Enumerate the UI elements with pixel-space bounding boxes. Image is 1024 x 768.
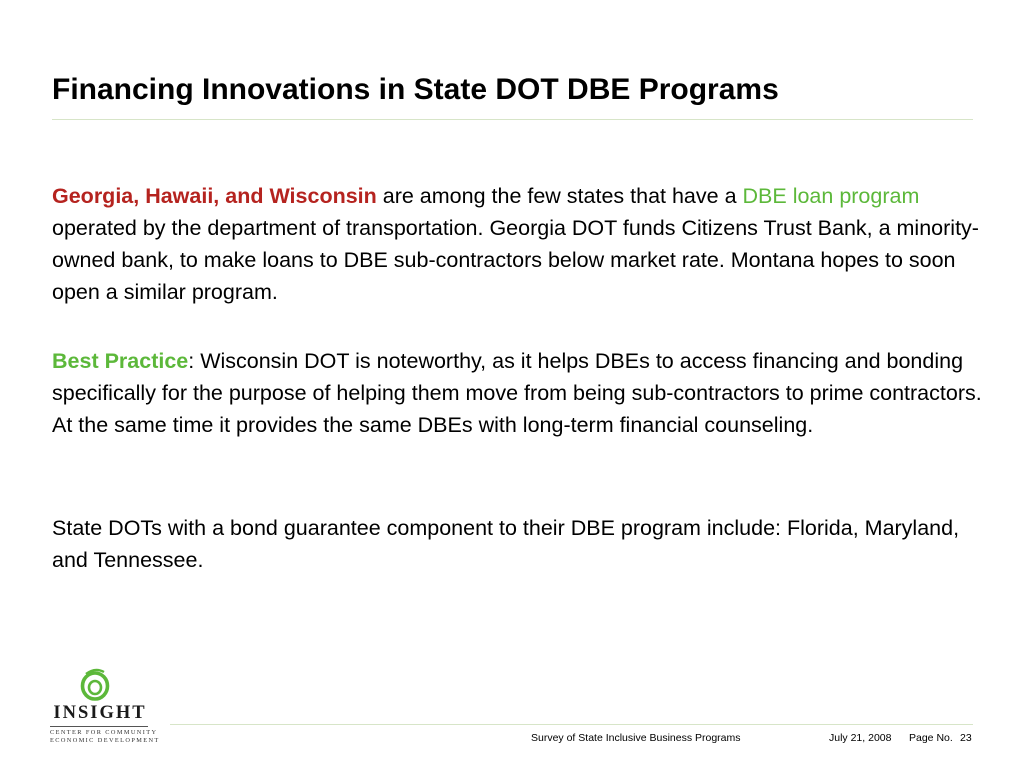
paragraph1-text-b: operated by the department of transportation. Georgia DOT funds Citizens Trust Bank, a minority-owned bank, to make loans to DBE sub-contractors below market rate. Montana hopes to soon open a similar program. <box>52 216 979 304</box>
paragraph2-text: : Wisconsin DOT is noteworthy, as it helps DBEs to access financing and bonding specifically for the purpose of helping them move from being sub-contractors to prime contractors. At the same time it provides the same DBEs with long-term financial counseling. <box>52 349 982 437</box>
footer-page-number: 23 <box>960 732 972 744</box>
slide-title: Financing Innovations in State DOT DBE Programs <box>52 73 779 106</box>
footer-page-label: Page No. <box>909 732 953 744</box>
logo-subtitle-line2: ECONOMIC DEVELOPMENT <box>50 737 160 744</box>
logo-wordmark: INSIGHT <box>53 703 147 723</box>
footer-date: July 21, 2008 <box>829 732 892 744</box>
spiral-o-icon <box>77 668 113 702</box>
paragraph-dbe-loan-programs <box>52 180 982 308</box>
paragraph-bond-guarantee: State DOTs with a bond guarantee component to their DBE program include: Florida, Maryland, and Tennessee. <box>52 516 960 572</box>
logo-divider <box>50 726 148 727</box>
paragraph1-text-a: are among the few states that have a <box>376 184 743 208</box>
logo-subtitle-line1: CENTER FOR COMMUNITY <box>50 729 158 736</box>
program-highlight: DBE loan program <box>742 184 920 208</box>
paragraph-best-practice <box>52 345 982 441</box>
insight-logo <box>48 668 160 746</box>
footer-survey-title: Survey of State Inclusive Business Programs <box>531 732 741 744</box>
footer-divider <box>170 724 973 725</box>
title-divider <box>52 119 973 120</box>
best-practice-label: Best Practice <box>52 349 189 373</box>
states-highlight: Georgia, Hawaii, and Wisconsin <box>52 184 377 208</box>
